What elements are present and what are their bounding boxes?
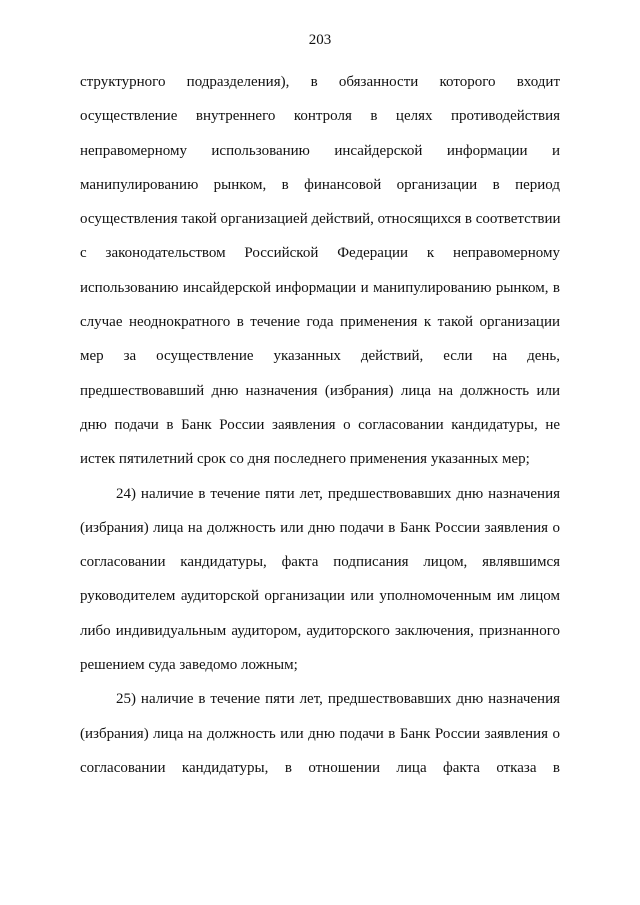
- text-line: руководителем аудиторской организации или уполномоченным им лицом: [80, 588, 560, 605]
- text-line: случае неоднократного в течение года применения к такой организации: [80, 314, 560, 331]
- text-line: согласовании кандидатуры, в отношении лица факта отказа в: [80, 759, 560, 776]
- list-item-25-first-line: 25) наличие в течение пяти лет, предшествовавших дню назначения: [116, 691, 560, 708]
- list-item-24-first-line: 24) наличие в течение пяти лет, предшествовавших дню назначения: [116, 485, 560, 502]
- text-line: дню подачи в Банк России заявления о согласовании кандидатуры, не: [80, 416, 560, 433]
- text-line: истек пятилетний срок со дня последнего применения указанных мер;: [80, 451, 530, 468]
- text-line: решением суда заведомо ложным;: [80, 657, 298, 674]
- text-line: либо индивидуальным аудитором, аудиторского заключения, признанного: [80, 622, 560, 639]
- page-number: 203: [308, 32, 332, 48]
- text-line: (избрания) лица на должность или дню подачи в Банк России заявления о: [80, 725, 560, 742]
- text-line: согласовании кандидатуры, факта подписания лицом, являвшимся: [80, 554, 560, 571]
- text-line: (избрания) лица на должность или дню подачи в Банк России заявления о: [80, 519, 560, 536]
- text-line: осуществление внутреннего контроля в целях противодействия: [80, 108, 560, 125]
- text-line: с законодательством Российской Федерации к неправомерному: [80, 245, 560, 262]
- body-text: [80, 65, 560, 785]
- text-line: осуществления такой организацией действий, относящихся в соответствии: [80, 211, 561, 228]
- text-line: неправомерному использованию инсайдерской информации и: [80, 142, 560, 159]
- text-line: мер за осуществление указанных действий, если на день,: [80, 348, 560, 365]
- text-line: предшествовавший дню назначения (избрания) лица на должность или: [80, 382, 560, 399]
- text-line: использованию инсайдерской информации и манипулированию рынком, в: [80, 279, 560, 296]
- text-line: манипулированию рынком, в финансовой организации в период: [80, 176, 560, 193]
- text-line: структурного подразделения), в обязанности которого входит: [80, 74, 560, 90]
